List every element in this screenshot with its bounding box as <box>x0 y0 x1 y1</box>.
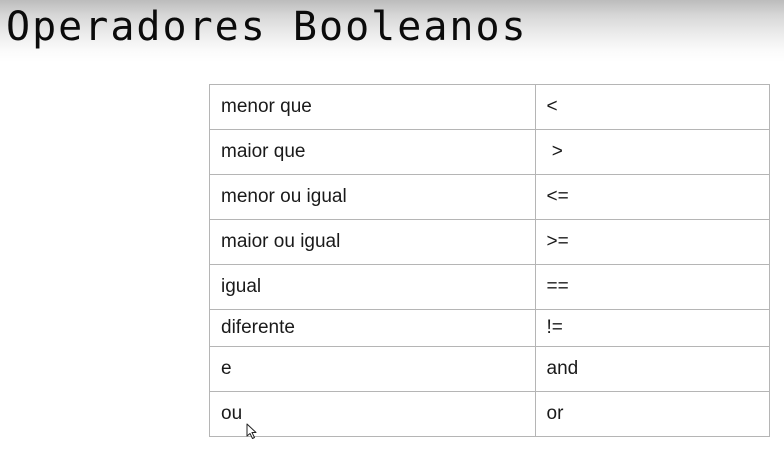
table-row <box>210 310 770 347</box>
operator-name: menor que <box>210 85 536 130</box>
operator-symbol: < <box>535 85 770 130</box>
operator-symbol: > <box>535 130 770 175</box>
table-row <box>210 85 770 130</box>
page-title: Operadores Booleanos <box>6 4 528 50</box>
operator-symbol: != <box>535 310 770 347</box>
operator-symbol: or <box>535 392 770 437</box>
operator-name: maior ou igual <box>210 220 536 265</box>
operator-symbol: >= <box>535 220 770 265</box>
operator-name: ou <box>210 392 536 437</box>
table-row <box>210 347 770 392</box>
table-row <box>210 130 770 175</box>
operator-symbol: == <box>535 265 770 310</box>
table-row <box>210 392 770 437</box>
table-row <box>210 265 770 310</box>
operator-name: igual <box>210 265 536 310</box>
title-band <box>0 0 784 62</box>
operator-name: maior que <box>210 130 536 175</box>
operators-table <box>209 84 770 437</box>
mouse-pointer-icon <box>246 423 258 440</box>
operator-symbol: <= <box>535 175 770 220</box>
table-row <box>210 175 770 220</box>
operator-name: e <box>210 347 536 392</box>
operator-name: diferente <box>210 310 536 347</box>
operator-name: menor ou igual <box>210 175 536 220</box>
operator-symbol: and <box>535 347 770 392</box>
table-row <box>210 220 770 265</box>
